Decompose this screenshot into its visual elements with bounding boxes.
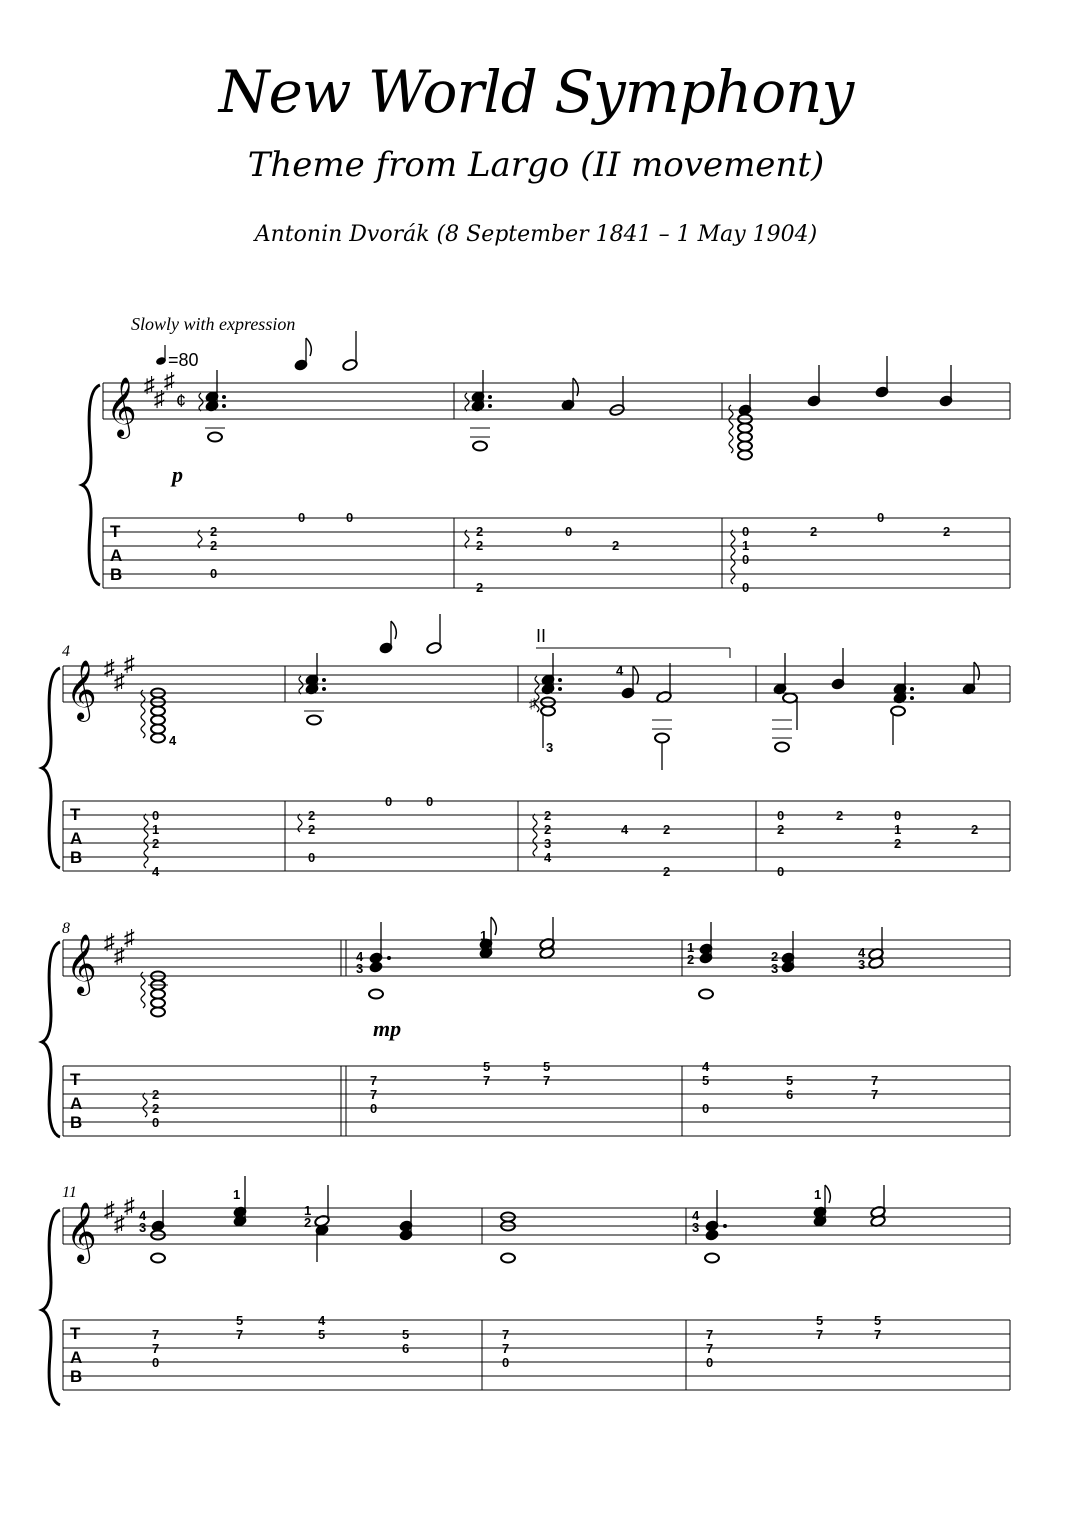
system-brace: [42, 1210, 60, 1405]
svg-text:2: 2: [943, 524, 951, 539]
svg-text:7: 7: [152, 1341, 160, 1356]
svg-text:1: 1: [304, 1203, 312, 1218]
score-title: New World Symphony: [218, 58, 854, 126]
svg-text:2: 2: [836, 808, 844, 823]
measure-10-notes: [699, 922, 884, 999]
svg-text:T: T: [70, 1070, 81, 1089]
svg-text:♯: ♯: [124, 1193, 135, 1218]
svg-text:T: T: [70, 805, 81, 824]
measure-3-tab: [731, 510, 950, 595]
svg-text:2: 2: [663, 864, 671, 879]
measure-12-tab: [502, 1327, 509, 1370]
svg-text:4: 4: [702, 1059, 710, 1074]
treble-staff: [103, 383, 1010, 419]
svg-text:0: 0: [308, 850, 316, 865]
measure-number-4: 4: [62, 643, 70, 660]
measure-11-tab: [152, 1313, 409, 1370]
svg-text:♯: ♯: [144, 372, 155, 397]
svg-text:3: 3: [858, 957, 866, 972]
measure-4-notes: [141, 689, 165, 743]
svg-text:B: B: [70, 848, 83, 867]
svg-text:3: 3: [771, 961, 779, 976]
measure-3-notes: [729, 356, 953, 460]
measure-11-notes: [151, 1176, 413, 1263]
svg-text:0: 0: [706, 1355, 714, 1370]
svg-text:♯: ♯: [124, 651, 135, 676]
svg-text:0: 0: [777, 864, 785, 879]
svg-text:3: 3: [544, 836, 552, 851]
svg-text:7: 7: [706, 1327, 714, 1342]
svg-text:5: 5: [543, 1059, 551, 1074]
svg-text:0: 0: [894, 808, 902, 823]
svg-text:2: 2: [152, 1101, 160, 1116]
svg-text:1: 1: [480, 928, 488, 943]
time-signature: ¢: [176, 391, 187, 411]
svg-text:2: 2: [612, 538, 620, 553]
svg-text:7: 7: [874, 1327, 882, 1342]
svg-text:5: 5: [236, 1313, 244, 1328]
svg-text:♯: ♯: [114, 669, 125, 694]
svg-text:2: 2: [152, 1087, 160, 1102]
measure-number-11: 11: [62, 1184, 77, 1201]
score-subtitle: Theme from Largo (II movement): [247, 145, 825, 185]
svg-text:A: A: [110, 546, 123, 565]
measure-13-notes: [705, 1185, 886, 1263]
svg-text:3: 3: [356, 961, 364, 976]
svg-text:0: 0: [877, 510, 885, 525]
svg-text:2: 2: [894, 836, 902, 851]
svg-text:2: 2: [687, 952, 695, 967]
svg-text:4: 4: [169, 733, 177, 748]
svg-text:2: 2: [476, 580, 484, 595]
key-signature-sharps: [104, 925, 135, 968]
svg-text:♯: ♯: [114, 1211, 125, 1236]
svg-text:7: 7: [502, 1341, 510, 1356]
svg-text:5: 5: [786, 1073, 794, 1088]
svg-text:7: 7: [483, 1073, 491, 1088]
svg-text:0: 0: [742, 524, 750, 539]
treble-clef: 𝄞: [106, 378, 137, 436]
treble-clef: 𝄞: [66, 661, 97, 719]
svg-text:7: 7: [871, 1073, 879, 1088]
measure-1-notes: [199, 331, 358, 442]
svg-text:♯: ♯: [104, 655, 115, 680]
measure-7-notes: [772, 648, 979, 752]
svg-text:0: 0: [702, 1101, 710, 1116]
metronome-mark: [155, 345, 198, 370]
svg-text:2: 2: [663, 822, 671, 837]
svg-text:2: 2: [810, 524, 818, 539]
system-brace: [42, 668, 60, 868]
svg-text:3: 3: [546, 740, 554, 755]
tab-clef: [70, 805, 82, 867]
svg-text:B: B: [110, 565, 123, 584]
treble-staff: [63, 940, 1010, 976]
tab-clef: [70, 1070, 82, 1132]
svg-text:1: 1: [814, 1187, 822, 1202]
svg-text:4: 4: [544, 850, 552, 865]
svg-text:T: T: [70, 1324, 81, 1343]
svg-text:7: 7: [502, 1327, 510, 1342]
dynamic-piano: p: [172, 462, 183, 487]
svg-text:0: 0: [152, 1115, 160, 1130]
system-2: [42, 614, 1010, 879]
svg-text:4: 4: [858, 945, 866, 960]
measure-5-notes: [299, 614, 442, 725]
composer-credit: Antonin Dvorák (8 September 1841 – 1 May 1904): [254, 222, 818, 247]
svg-text:7: 7: [543, 1073, 551, 1088]
tempo-expression: Slowly with expression: [131, 314, 296, 334]
svg-text:4: 4: [318, 1313, 326, 1328]
svg-text:♯: ♯: [104, 1197, 115, 1222]
svg-text:0: 0: [426, 794, 434, 809]
svg-text:7: 7: [370, 1073, 378, 1088]
svg-text:1: 1: [152, 822, 160, 837]
svg-text:2: 2: [771, 949, 779, 964]
svg-text:0: 0: [210, 566, 218, 581]
svg-text:7: 7: [816, 1327, 824, 1342]
svg-text:♯: ♯: [164, 368, 175, 393]
tab-clef: [70, 1324, 82, 1386]
svg-text:5: 5: [874, 1313, 882, 1328]
svg-text:♯: ♯: [104, 929, 115, 954]
system-brace: [42, 942, 60, 1137]
svg-text:A: A: [70, 1094, 83, 1113]
svg-text:7: 7: [706, 1341, 714, 1356]
svg-text:B: B: [70, 1113, 83, 1132]
svg-text:0: 0: [565, 524, 573, 539]
svg-text:4: 4: [139, 1208, 147, 1223]
svg-text:7: 7: [236, 1327, 244, 1342]
key-signature-sharps: [144, 368, 175, 411]
svg-text:7: 7: [370, 1087, 378, 1102]
svg-text:0: 0: [502, 1355, 510, 1370]
svg-text:2: 2: [476, 524, 484, 539]
treble-staff: [63, 666, 1010, 702]
svg-text:♯: ♯: [154, 386, 165, 411]
svg-text:2: 2: [544, 808, 552, 823]
key-signature-sharps: [104, 1193, 135, 1236]
svg-text:1: 1: [742, 538, 750, 553]
svg-text:0: 0: [152, 808, 160, 823]
tab-staff: [103, 518, 1010, 588]
svg-text:♯: ♯: [529, 695, 536, 711]
svg-text:5: 5: [702, 1073, 710, 1088]
measure-9-tab: [370, 1059, 550, 1116]
tab-staff: [63, 1320, 1010, 1390]
svg-text:A: A: [70, 1348, 83, 1367]
svg-text:2: 2: [304, 1215, 312, 1230]
svg-text:4: 4: [356, 949, 364, 964]
svg-text:1: 1: [894, 822, 902, 837]
svg-text:0: 0: [370, 1101, 378, 1116]
measure-10-tab: [702, 1059, 878, 1116]
svg-text:0: 0: [346, 510, 354, 525]
metronome-value: =80: [168, 350, 199, 370]
svg-text:♯: ♯: [114, 943, 125, 968]
svg-text:1: 1: [687, 940, 695, 955]
svg-text:0: 0: [298, 510, 306, 525]
svg-text:3: 3: [139, 1220, 147, 1235]
svg-text:2: 2: [210, 538, 218, 553]
svg-text:4: 4: [616, 663, 624, 678]
measure-8-notes: [141, 972, 168, 1017]
svg-text:5: 5: [318, 1327, 326, 1342]
svg-text:0: 0: [777, 808, 785, 823]
tab-clef: [110, 522, 122, 584]
svg-text:T: T: [110, 522, 121, 541]
dynamic-mezzo-piano: mp: [373, 1016, 402, 1041]
svg-text:B: B: [70, 1367, 83, 1386]
svg-text:1: 1: [233, 1187, 241, 1202]
position-bracket: [536, 626, 730, 658]
svg-text:5: 5: [483, 1059, 491, 1074]
measure-13-tab: [706, 1313, 881, 1370]
treble-clef: 𝄞: [66, 1203, 97, 1261]
system-1: [82, 331, 1010, 595]
svg-text:0: 0: [742, 580, 750, 595]
svg-text:7: 7: [152, 1327, 160, 1342]
svg-text:0: 0: [152, 1355, 160, 1370]
svg-text:II: II: [536, 626, 547, 646]
svg-text:4: 4: [152, 864, 160, 879]
key-signature-sharps: [104, 651, 135, 694]
svg-text:2: 2: [152, 836, 160, 851]
svg-text:7: 7: [871, 1087, 879, 1102]
svg-text:5: 5: [816, 1313, 824, 1328]
svg-text:2: 2: [476, 538, 484, 553]
svg-text:0: 0: [385, 794, 393, 809]
svg-text:2: 2: [308, 822, 316, 837]
svg-text:5: 5: [402, 1327, 410, 1342]
svg-text:A: A: [70, 829, 83, 848]
svg-text:6: 6: [402, 1341, 410, 1356]
svg-text:♯: ♯: [124, 925, 135, 950]
svg-text:2: 2: [544, 822, 552, 837]
svg-text:2: 2: [971, 822, 979, 837]
tab-staff: [63, 1066, 1010, 1136]
system-4: [42, 1176, 1010, 1405]
treble-staff: [63, 1208, 1010, 1244]
svg-text:3: 3: [692, 1220, 700, 1235]
svg-text:2: 2: [210, 524, 218, 539]
measure-12-notes: [501, 1213, 515, 1263]
svg-text:2: 2: [777, 822, 785, 837]
svg-text:0: 0: [742, 552, 750, 567]
svg-text:4: 4: [621, 822, 629, 837]
svg-text:6: 6: [786, 1087, 794, 1102]
svg-text:4: 4: [692, 1208, 700, 1223]
system-3: [42, 917, 1010, 1137]
measure-number-8: 8: [62, 920, 70, 937]
svg-text:2: 2: [308, 808, 316, 823]
system-brace: [82, 385, 100, 585]
measure-11-fingering: [139, 1187, 311, 1235]
treble-clef: 𝄞: [66, 935, 97, 993]
